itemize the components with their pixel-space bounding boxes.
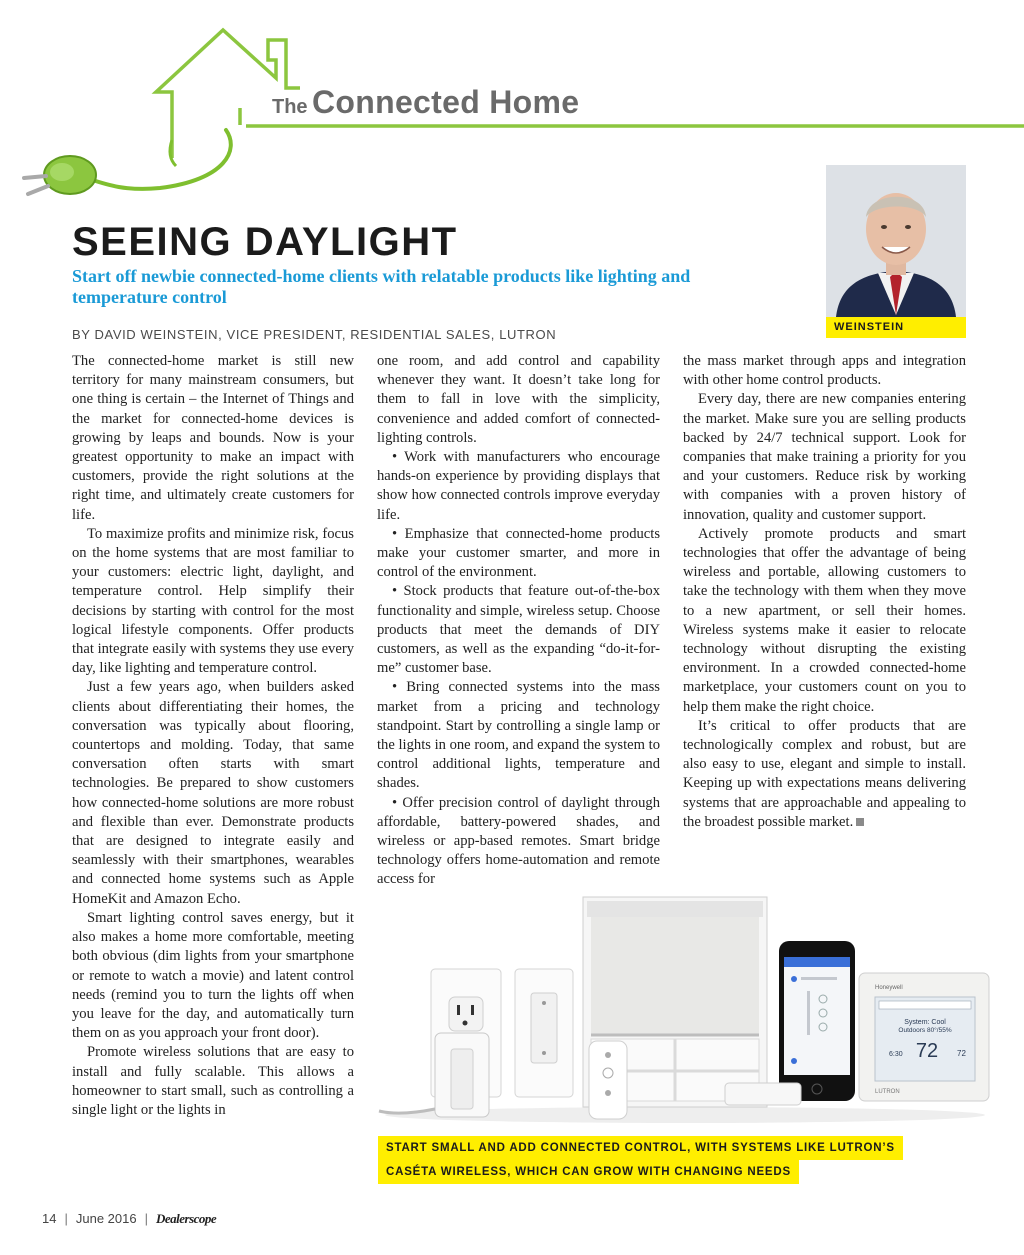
paragraph: Just a few years ago, when builders asked clients about differentiating their homes, the conversation was typically about flooring, countertops and molding. Today, that same conversation often starts with smart technologies. Be prepared to show customers how connected-home solutions are more robust and flexible than ever. Demonstrate products that are designed to integrate easily and seamlessly with their smartphones, wearables and connected home systems such as Apple HomeKit and Amazon Echo.: [72, 679, 354, 907]
paragraph: the mass market through apps and integration with other home control products.: [683, 353, 966, 389]
product-photo: [375, 893, 995, 1125]
section-title: [272, 84, 579, 121]
dek: Start off newbie connected-home clients with relatable products like lighting and temperature control: [72, 266, 691, 307]
paragraph: Every day, there are new companies entering the market. Make sure you are selling products backed by 24/7 technical support. Look for companies that make training a priority for you and your customers. Reduce risk by working with companies with a proven history of innovation, quality and customer support.: [683, 391, 966, 523]
thermostat-brand: Honeywell: [875, 985, 903, 991]
wall-dimmer: [515, 969, 573, 1097]
smart-bridge: [725, 1083, 801, 1105]
section-title-prefix: The: [272, 96, 308, 118]
publication-logo: Dealerscope: [155, 1211, 217, 1226]
author-photo: [826, 165, 966, 317]
headline: SEEING DAYLIGHT: [72, 220, 458, 264]
thermostat: [859, 973, 989, 1101]
footer-separator: |: [144, 1211, 148, 1226]
end-mark-icon: [856, 818, 864, 826]
bullet-item: • Offer precision control of daylight through affordable, battery-powered shades, and wireless or app-based remotes. Smart bridge technology offers home-automation and remote access for: [377, 794, 660, 888]
issue-date: June 2016: [75, 1211, 137, 1226]
paragraph-last: [683, 717, 966, 832]
paragraph: The connected-home market is still new territory for many mainstream consumers, but one thing is certain – the Internet of Things and the market for connected-home devices is growing by leaps and bounds. Now is your greatest opportunity to make an impact with customers, provide the right solutions at the right time, and ultimately create customers for life.: [72, 353, 354, 523]
footer-separator: |: [64, 1211, 68, 1226]
paragraph-text: It’s critical to offer products that are technologically complex and robust, but are also easy to use, elegant and simple to install. Keeping up with expectations means delivering systems that are approachable and appealing to the broadest possible market.: [683, 717, 966, 830]
page-footer: [42, 1211, 216, 1227]
thermostat-status-line-2: Outdoors 80°/55%: [898, 1027, 952, 1034]
paragraph: To maximize profits and minimize risk, focus on the home systems that are most familiar to your customers: electric light, daylight, and temperature control. Help simplify their decisions by starting with control for the most logical lifestyle components. Offer products that integrate easily with systems they use every day, like lighting and temperature control.: [72, 525, 354, 677]
bullet-item: • Bring connected systems into the mass market from a pricing and technology standpoint. Start by controlling a single lamp or the lights in one room, and expand the system to control additional lights, temperature and shades.: [377, 679, 660, 792]
thermostat-brand-lutron: LUTRON: [875, 1089, 900, 1095]
thermostat-temperature: 72: [915, 1040, 939, 1062]
smartphone: [779, 941, 855, 1101]
thermostat-time: 6:30: [889, 1051, 903, 1058]
page-number: 14: [42, 1211, 57, 1226]
paragraph: Promote wireless solutions that are easy to install and fully scalable. This allows a homeowner to start small, such as controlling a single light or the lights in: [72, 1044, 354, 1118]
bullet-item: • Stock products that feature out-of-the-box functionality and simple, wireless setup. Choose products that meet the demands of DIY customers, as well as the expanding “do-it-for-me” customer base.: [377, 583, 660, 677]
thermostat-setpoint: 72: [957, 1049, 966, 1058]
article-column-3: [683, 352, 966, 832]
article-column-1: [72, 352, 354, 1120]
paragraph: Actively promote products and smart technologies that offer the advantage of being wireless and portable, allowing customers to take the technology with them when they move to a new apartment, or sell their homes. Wireless systems make it easier to relocate technology without disrupting the existing environment. In a crowded connected-home marketplace, your customers count on you to help them make the right choice.: [683, 525, 966, 715]
section-title-main: Connected Home: [312, 84, 580, 120]
article-column-2: [377, 352, 660, 890]
bullet-item: • Work with manufacturers who encourage hands-on experience by providing displays that show how connected controls improve everyday life.: [377, 449, 660, 523]
photo-caption-line-2: CASÉTA WIRELESS, WHICH CAN GROW WITH CHANGING NEEDS: [378, 1160, 799, 1184]
author-caption: WEINSTEIN: [826, 317, 966, 338]
thermostat-status-line-1: System: Cool: [904, 1019, 946, 1026]
byline: BY DAVID WEINSTEIN, VICE PRESIDENT, RESIDENTIAL SALES, LUTRON: [72, 327, 557, 342]
paragraph: one room, and add control and capability whenever they want. It doesn’t take long for them to fall in love with the simplicity, convenience and added comfort of connected-lighting controls.: [377, 353, 660, 446]
photo-caption-line-1: START SMALL AND ADD CONNECTED CONTROL, WITH SYSTEMS LIKE LUTRON’S: [378, 1136, 903, 1160]
bullet-item: • Emphasize that connected-home products make your customer smarter, and more in control of the environment.: [377, 525, 660, 581]
paragraph: Smart lighting control saves energy, but it also makes a home more comfortable, meeting both obvious (dim lights from your smartphone or remote to watch a movie) and latent control needs (remind you to turn the lights off when you leave for the day, and automatically turn them on as you approach your front door).: [72, 909, 354, 1042]
power-plug-icon: [24, 130, 231, 194]
pico-remote: [589, 1041, 627, 1119]
